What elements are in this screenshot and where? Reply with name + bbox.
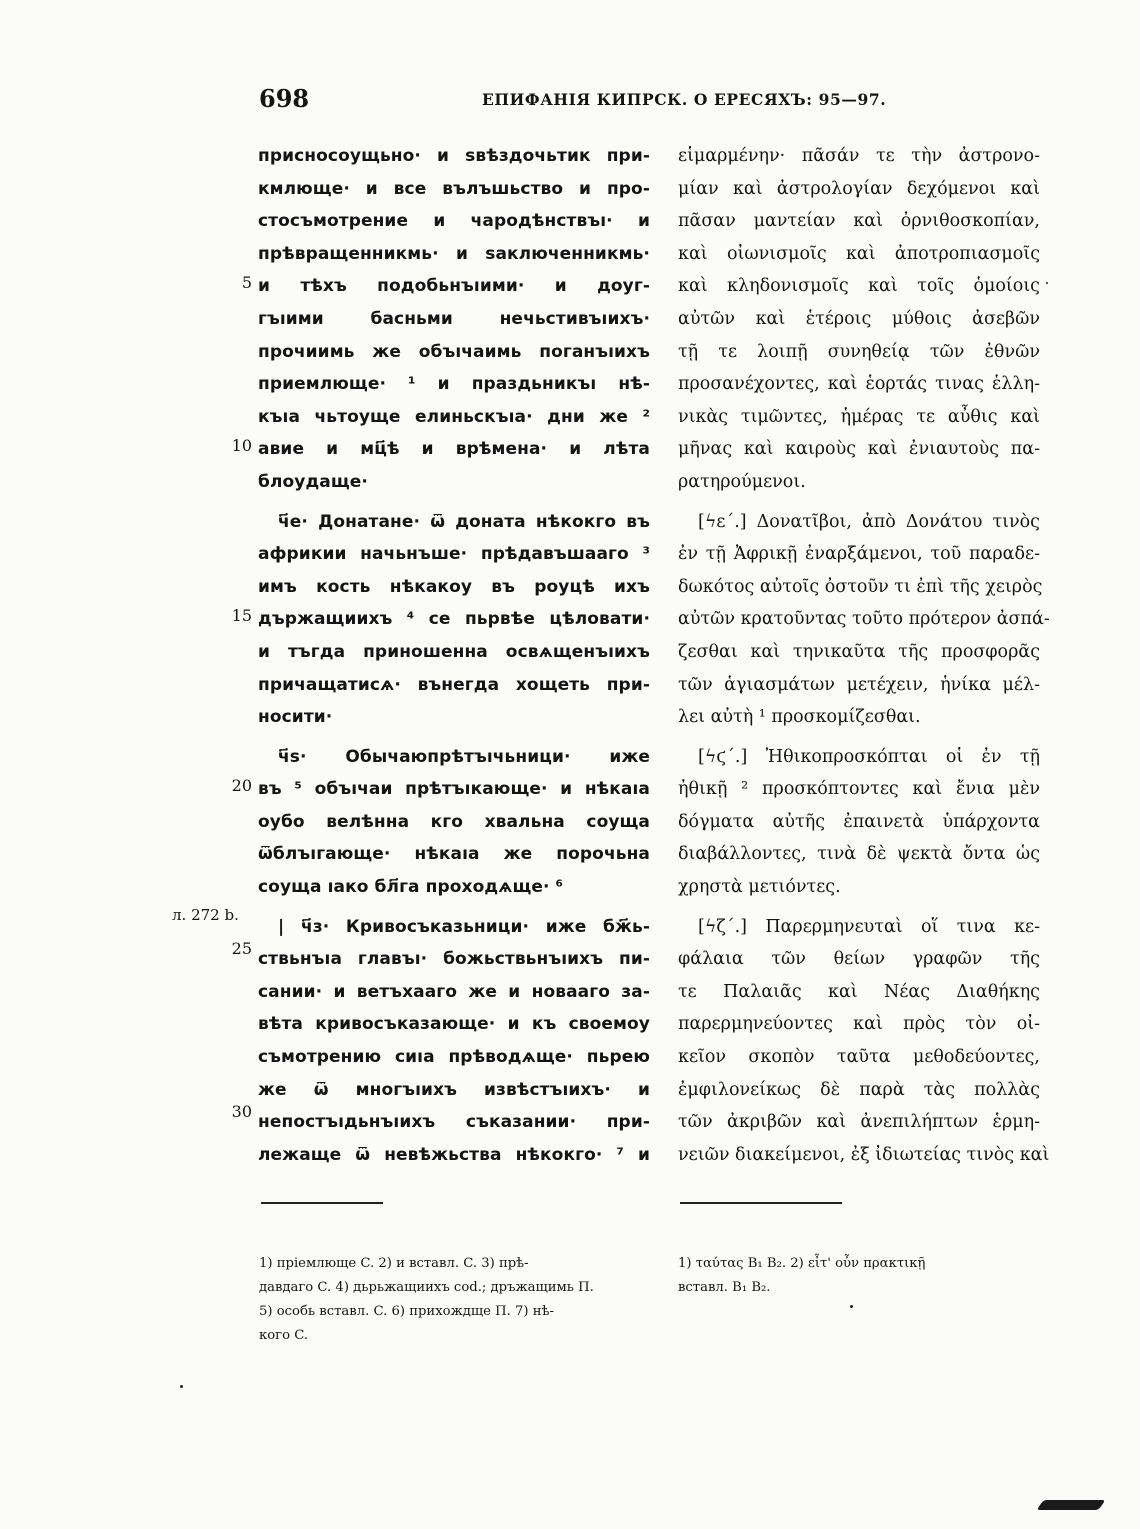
- line-number: 25: [231, 939, 252, 958]
- line-number: 5: [241, 273, 252, 292]
- text-line: δόγματα αὐτῆς ἐπαινετὰ ὑπάρχοντα: [678, 811, 1040, 832]
- text-line: носити·: [258, 707, 333, 728]
- slavonic-column: [258, 140, 650, 1171]
- text-line: τῶν ἀκριβῶν καὶ ἀνεπιλήπτων ἑρμη-: [678, 1112, 1040, 1133]
- text-line: гъıими басньми нечьстивъıихъ·: [258, 308, 650, 329]
- text-line: ἐμφιλονείκως δὲ παρὰ τὰς πολλὰς: [678, 1079, 1040, 1100]
- text-line: αὐτῶν καὶ ἑτέροις μύθοις ἀσεβῶν: [678, 308, 1040, 329]
- text-line: καὶ κληδονισμοῖς καὶ τοῖς ὁμοίοις: [678, 276, 1040, 297]
- footnote-line: 1) пріемлюще C. 2) и вставл. C. 3) прѣ-: [259, 1256, 529, 1271]
- text-line: διαβάλλοντες, τινὰ δὲ ψεκτὰ ὄντα ὡς: [678, 844, 1040, 865]
- footnotes-left: [259, 1252, 651, 1348]
- text-line: държащиихъ ⁴ се пьрвѣе цѣловати·: [258, 609, 650, 630]
- text-line: непостъıдьнъıихъ съказании· при-: [258, 1112, 650, 1133]
- text-line: φάλαια τῶν θείων γραφῶν τῆς: [678, 949, 1040, 970]
- scan-speck: [850, 1305, 853, 1308]
- text-line: съмотрению сиıа прѣводѧще· пьрею: [258, 1047, 650, 1068]
- footnotes-right: [678, 1252, 1040, 1300]
- text-line: ἠθικῇ ² προσκόπτοντες καὶ ἔνια μὲν: [678, 779, 1040, 800]
- text-line: причащатисѧ· вънегда хощеть при-: [258, 674, 650, 695]
- footnote-line: 5) особь вставл. C. 6) прихождще П. 7) нѣ-: [259, 1304, 554, 1319]
- text-line: сании· и ветъхааго же и новааго за-: [258, 981, 650, 1002]
- text-line: стосъмотрение и чародѣнствъı· и: [258, 211, 650, 232]
- scan-edge-mark: [1036, 1500, 1105, 1510]
- footnote-line: вставл. B₁ B₂.: [678, 1280, 771, 1295]
- footnote-line: давдаго C. 4) дьрьжащиихъ cod.; дръжащимь П.: [259, 1280, 594, 1295]
- text-line: африкии начьнъше· прѣдавъшааго ³: [258, 544, 650, 565]
- footnote-divider-left: [261, 1202, 383, 1204]
- scan-speck: [180, 1385, 183, 1388]
- text-line: προσανέχοντες, καὶ ἑορτάς τινας ἑλλη-: [678, 374, 1040, 395]
- text-line: прочиимь же объıчаимь поганъıихъ: [258, 341, 650, 362]
- paragraph-start: [ϟζ΄.] Παρερμηνευταὶ οἵ τινα κε-: [698, 916, 1040, 937]
- text-line: имъ кость нѣкакоу въ роуцѣ ихъ: [258, 576, 650, 597]
- footnote-line: 1) ταύτας B₁ B₂. 2) εἶτ' οὖν πρακτικῇ: [678, 1256, 926, 1271]
- text-line: αὐτῶν κρατοῦντας τοῦτο πρότερον ἀσπά-: [678, 609, 1050, 630]
- paragraph-start: ч҃ѕ· Обычаюпрѣтъıчьници· иже: [278, 746, 650, 767]
- text-line: ζεσθαι καὶ τηνικαῦτα τῆς προσφορᾶς: [678, 641, 1040, 662]
- text-line: авие и мц҃ѣ и врѣмена· и лѣта: [258, 439, 650, 460]
- text-line: въ ⁵ объıчаи прѣтъıкающе· и нѣкаıа: [258, 779, 650, 800]
- text-line: и тѣхъ подобьнъıими· и доуг-: [258, 276, 650, 297]
- text-line: μῆνας καὶ καιροὺς καὶ ἐνιαυτοὺς πα-: [678, 439, 1040, 460]
- text-line: πᾶσαν μαντείαν καὶ ὀρνιθοσκοπίαν,: [678, 211, 1040, 232]
- text-line: ѿблъıгающе· нѣкаıа же порочьна: [258, 844, 650, 865]
- line-number: 30: [231, 1102, 252, 1121]
- text-line: ствьнъıа главъı· божьствьнъıихъ пи-: [258, 949, 650, 970]
- text-line: εἱμαρμένην· πᾶσάν τε τὴν ἀστρονο-: [678, 146, 1040, 166]
- running-head: ЕПИФАНІЯ КИПРСК. О ЕРЕСЯХЪ: 95—97.: [482, 90, 887, 109]
- paragraph-start: [ϟϛ΄.] Ἠθικοπροσκόπται οἱ ἐν τῇ: [698, 746, 1040, 767]
- text-line: блоудаще·: [258, 471, 368, 492]
- text-line: лежаще ѿ невѣжьства нѣкокго· ⁷ и: [258, 1144, 650, 1165]
- text-line: ρατηρούμενοι.: [678, 471, 806, 492]
- text-line: νικὰς τιμῶντες, ἡμέρας τε αὖθις καὶ: [678, 406, 1040, 427]
- text-line: παρερμηνεύοντες καὶ πρὸς τὸν οἰ-: [678, 1014, 1040, 1035]
- line-number: 15: [231, 606, 252, 625]
- text-line: кмлюще· и все вълъшьство и про-: [258, 178, 650, 199]
- text-line: къıа чьтоуще елиньскъıа· дни же ²: [258, 406, 650, 427]
- line-number: 20: [231, 776, 252, 795]
- text-line: τῶν ἁγιασμάτων μετέχειν, ἡνίκα μέλ-: [678, 674, 1040, 695]
- paragraph-start: [ϟε΄.] Δονατῖβοι, ἀπὸ Δονάτου τινὸς: [698, 511, 1040, 532]
- leaf-reference: л. 272 b.: [172, 906, 239, 924]
- text-line: и тъгда приношенна освѧщенъıихъ: [258, 641, 650, 662]
- scan-speck: [1046, 282, 1048, 284]
- text-line: χρηστὰ μετιόντες.: [678, 877, 841, 898]
- text-line: καὶ οἰωνισμοῖς καὶ ἀποτροπιασμοῖς: [678, 243, 1040, 264]
- text-line: оубо велѣнна кго хвальна соуща: [258, 811, 650, 832]
- text-line: τε Παλαιᾶς καὶ Νέας Διαθήκης: [678, 981, 1040, 1002]
- text-line: ἐν τῇ Ἀφρικῇ ἐναρξάμενοι, τοῦ παραδε-: [678, 544, 1040, 565]
- page-number: 698: [259, 84, 310, 113]
- footnote-line: кого C.: [259, 1328, 309, 1343]
- text-line: δωκότος αὐτοῖς ὀστοῦν τι ἐπὶ τῆς χειρὸς: [678, 576, 1043, 597]
- text-line: νειῶν διακείμενοι, ἐξ ἰδιωτείας τινὸς καὶ: [678, 1144, 1050, 1165]
- text-line: вѣта кривосъказающе· и къ своемоу: [258, 1014, 650, 1035]
- footnote-divider-right: [680, 1202, 842, 1204]
- greek-column: [678, 140, 1050, 1171]
- text-line: приемлюще· ¹ и праздьникъı нѣ-: [258, 374, 650, 395]
- text-line: λει αὐτὴ ¹ προσκομίζεσθαι.: [678, 707, 921, 728]
- text-line: соуща ıако бл҃га проходѧще· ⁶: [258, 877, 564, 898]
- text-line: прѣвращенникмь· и ѕаключенникмь·: [258, 243, 650, 264]
- paragraph-start: ч҃е· Донатане· ѿ доната нѣкокго въ: [278, 511, 650, 532]
- text-line: же ѿ многъıихъ извѣстъıихъ· и: [258, 1079, 650, 1100]
- text-line: κεῖον σκοπὸν ταῦτα μεθοδεύοντες,: [678, 1047, 1040, 1068]
- text-line: μίαν καὶ ἀστρολογίαν δεχόμενοι καὶ: [678, 178, 1040, 199]
- line-number: 10: [231, 436, 252, 455]
- text-line: присносоущьно· и ѕвѣздочьтик при-: [258, 146, 650, 166]
- text-line: τῇ τε λοιπῇ συνηθείᾳ τῶν ἐθνῶν: [678, 341, 1040, 362]
- paragraph-start: | ч҃з· Кривосъказьници· иже бж҃ь-: [278, 916, 650, 937]
